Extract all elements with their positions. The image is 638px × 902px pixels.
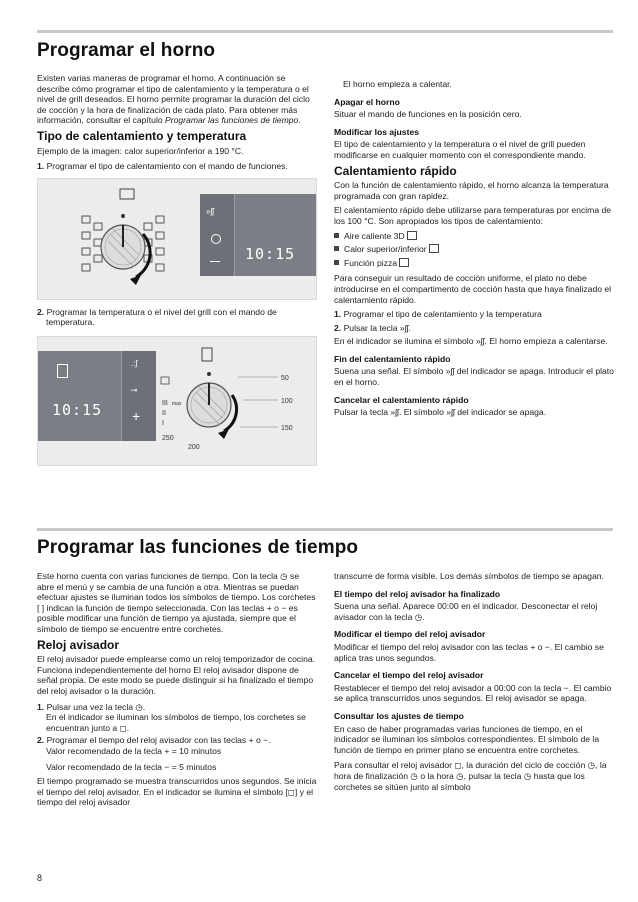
ejemplo-text: Ejemplo de la imagen: calor superior/inferior a 190 °C. <box>37 145 244 156</box>
top-bottom-heat-icon <box>429 244 439 253</box>
mode-icon <box>82 232 90 239</box>
left-column-1 <box>37 73 317 466</box>
rapid-heat-icon: »ʃʃ <box>206 206 215 216</box>
right-p1: transcurre de forma visible. Los demás símbolos de tiempo se apagan. <box>334 571 604 581</box>
apagar-text: Situar el mando de funciones en la posición cero. <box>334 109 522 120</box>
section-rule-bottom <box>37 528 613 531</box>
heading-tipo-calentamiento: Tipo de calentamiento y temperatura <box>37 128 247 143</box>
fin-rapido-text: Suena una señal. El símbolo »ʃʃ del indicador se apaga. Introducir el plato en el horno. <box>334 366 614 388</box>
light-icon <box>120 189 134 199</box>
bullet-item: Aire caliente 3D <box>334 231 614 242</box>
fin-reloj-text: Suena una señal. Aparece 00:00 en el indicador. Desconectar el reloj avisador con la tecla ◷. <box>334 601 598 622</box>
reloj-step-1: 1. Pulsar una vez la tecla ◷. <box>37 701 146 712</box>
heading-apagar: Apagar el horno <box>334 96 400 107</box>
modificar-text: El tipo de calentamiento y la temperatura o el nivel de grill pueden modificarse en cualquier momento con el correspondiente mando. <box>334 139 586 160</box>
heading-fin-rapido: Fin del calentamiento rápido <box>334 353 451 364</box>
heading-calentamiento-rapido: Calentamiento rápido <box>334 163 457 178</box>
oven-panel-temperature <box>37 336 317 466</box>
right-column-1 <box>334 79 614 423</box>
dial-indicator-dot <box>121 214 125 218</box>
reloj-step-1-detail: En el indicador se iluminan los símbolos de tiempo, los corchetes se encuentran junto a ◻. <box>46 712 306 733</box>
temperature-dial-illustration <box>38 337 316 465</box>
tiempo-intro: Este horno cuenta con varias funciones de tiempo. Con la tecla ◷ se abre el menú y se cambia de una función a otra. Mientras se puedan efectuar ajustes se iluminan todos los símbolos de tiempo. Los corchetes [ ] indican la función de tiempo seleccionada. Con las teclas + o − es posible modificar una función de tiempo ya ajustada, siempre que el símbolo de tiempo se encuentre entre corchetes. <box>37 571 316 634</box>
mode-icon <box>156 232 164 239</box>
dial-label: 250 <box>162 434 174 442</box>
plus-icon: + <box>132 407 141 424</box>
heading-consultar: Consultar los ajustes de tiempo <box>334 710 464 721</box>
mode-icon <box>82 216 90 223</box>
page-title: Programar el horno <box>37 40 216 61</box>
rapido-p4: En el indicador se ilumina el símbolo »ʃʃ. El horno empieza a calentarse. <box>334 336 608 347</box>
bullet-item: Calor superior/inferior <box>334 244 614 255</box>
consultar-text-2: Para consultar el reloj avisador ◻, la duración del ciclo de cocción ◷, la hora de finalización ◷ o la hora ◷, pulsar la tecla ◷ hasta que los corchetes se sitúen junto al símbolo <box>334 760 607 792</box>
step-2: 2. Programar la temperatura o el nivel del grill con el mando de temperatura. <box>37 306 277 328</box>
rapido-step-2: 2. Pulsar la tecla »ʃʃ. <box>334 322 411 333</box>
cancelar-reloj-text: Restablecer el tiempo del reloj avisador a 00:00 con la tecla −. El cambio se aplica transcurridos unos segundos. El reloj avisador se apaga. <box>334 682 612 704</box>
minus-icon <box>210 261 220 262</box>
cancelar-rapido-text: Pulsar la tecla »ʃʃ. El símbolo »ʃʃ del indicador se apaga. <box>334 407 547 418</box>
reloj-step-2-plus: Valor recomendado de la tecla + = 10 minutos <box>46 745 222 756</box>
consultar-text: En caso de haber programadas varias funciones de tiempo, en el indicador se iluminan los símbolos correspondientes. El símbolo de la función de tiempo en primer plano se encuentra entre corchetes. <box>334 723 600 755</box>
heading-reloj-avisador: Reloj avisador <box>37 637 120 652</box>
heading-modificar: Modificar los ajustes <box>334 126 420 137</box>
mode-icon <box>156 264 164 271</box>
dial-label: 200 <box>188 443 200 451</box>
mode-icon <box>82 264 90 271</box>
intro-paragraph: Existen varias maneras de programar el horno. A continuación se describe cómo programar el tipo de calentamiento y la temperatura o el nivel de grill deseados. El horno permite programar la duración del ciclo de cocción y la hora de finalización de cada plato. Para obtener más información, consultar el capítulo Programar las funciones de tiempo. <box>37 73 310 126</box>
heading-cancelar-rapido: Cancelar el calentamiento rápido <box>334 394 469 405</box>
oven-display <box>200 194 316 276</box>
reloj-p2: El tiempo programado se muestra transcurridos unos segundos. Se inicia el tiempo del reloj avisador. En el indicador se ilumina el símbolo [◻] y el tiempo del reloj avisador <box>37 776 317 808</box>
bullet-item: Función pizza <box>334 258 614 269</box>
rapido-p2: El calentamiento rápido debe utilizarse para temperaturas por encima de los 100 °C. Son apropiados los tipos de calentamiento: <box>334 205 612 226</box>
section-rule-top <box>37 30 613 33</box>
display-time-2: 10:15 <box>52 400 103 419</box>
reloj-step-2: 2. Programar el tiempo del reloj avisador con las teclas + o −. <box>37 735 271 746</box>
clock-icon <box>211 234 221 244</box>
dial-label: 100 <box>281 397 293 405</box>
rapido-p1: Con la función de calentamiento rápido, el horno alcanza la temperatura programada con gran rapidez. <box>334 180 609 201</box>
right-column-2 <box>334 571 614 797</box>
dial-label: III <box>162 399 168 407</box>
thermometer-icon-panel <box>202 348 212 361</box>
oven-starts-text: El horno empieza a calentar. <box>343 79 452 89</box>
hot-air-icon <box>407 231 417 240</box>
mode-icon <box>156 248 164 255</box>
mode-icon <box>156 216 164 223</box>
dial-label-max: max <box>172 400 182 407</box>
rapido-step-1: 1. Programar el tipo de calentamiento y la temperatura <box>334 309 542 320</box>
key-icon: ⊸ <box>130 384 138 395</box>
rapido-p3: Para conseguir un resultado de cocción uniforme, el plato no debe introducirse en el compartimento de cocción hasta que haya finalizado el calentamiento rápido. <box>334 273 612 305</box>
mode-icon <box>82 248 90 255</box>
step-1: 1. Programar el tipo de calentamiento con el mando de funciones. <box>37 161 288 172</box>
mode-icon <box>94 255 102 262</box>
heading-modificar-reloj: Modificar el tiempo del reloj avisador <box>334 629 486 640</box>
dial-label: 50 <box>281 374 289 382</box>
reloj-p1: El reloj avisador puede emplearse como un reloj temporizador de cocina. Funciona independientemente del horno El reloj avisador dispone de señal propia. De este modo se puede distinguir si ha finalizado el tiempo del reloj avisador o la duración. <box>37 654 316 696</box>
modificar-reloj-text: Modificar el tiempo del reloj avisador con las teclas + o −. El cambio se aplica tras unos segundos. <box>334 641 604 663</box>
left-column-2 <box>37 571 317 813</box>
dial-label: 150 <box>281 424 293 432</box>
dots-icon: .:ʃ <box>131 358 138 368</box>
mode-icon <box>94 223 102 230</box>
reloj-step-2-minus: Valor recomendado de la tecla − = 5 minutos <box>46 761 217 772</box>
pizza-icon <box>399 258 409 267</box>
oven-panel-functions <box>37 178 317 300</box>
section-title-tiempo: Programar las funciones de tiempo <box>37 537 359 558</box>
dial-label: II <box>162 409 166 417</box>
mode-icon <box>144 223 152 230</box>
display-time: 10:15 <box>245 244 296 263</box>
heading-fin-reloj: El tiempo del reloj avisador ha finalizado <box>334 588 501 599</box>
heading-cancelar-reloj: Cancelar el tiempo del reloj avisador <box>334 670 484 681</box>
dial-label: I <box>162 419 164 427</box>
page-number: 8 <box>37 873 43 883</box>
